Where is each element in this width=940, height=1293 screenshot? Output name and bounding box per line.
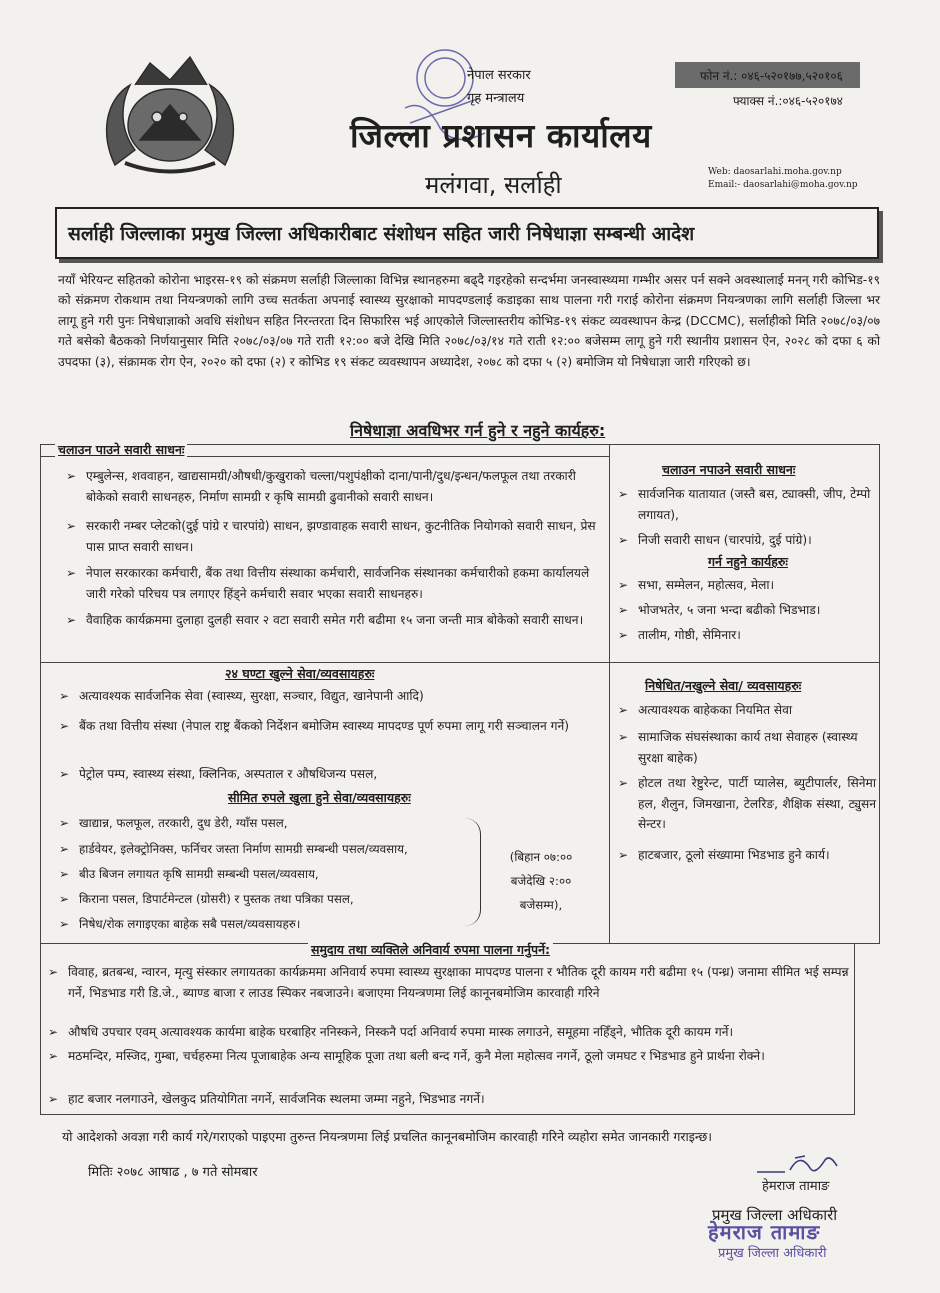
list-item: ➢ एम्बुलेन्स, शववाहन, खाद्यसामग्री/औषधी/कुखुराको चल्ला/पशुपंक्षीको दाना/पानी/दुध/इन्धन/फलफूल तथा तरकारी बोकेको सवारी साधनहरु, निर्माण सामग्री र कृषि सामग्री ढुवानीको सवारी साधन। [62,466,607,507]
arrow-icon: ➢ [59,892,70,906]
ministry-name: गृह मन्त्रालय [467,91,525,106]
signature-stamp-title: प्रमुख जिल्ला अधिकारी [718,1246,827,1261]
fax-number: फ्याक्स नं.:०४६-५२०१७४ [733,94,843,108]
banned-vehicles-title: चलाउन नपाउने सवारी साधनः [662,462,796,477]
arrow-icon: ➢ [618,628,629,642]
warning-notice: यो आदेशको अवज्ञा गरी कार्य गरे/गराएको पाइएमा तुरुन्त नियन्त्रणमा लिई प्रचलित कानूनबमोजिम कारवाही गरिने व्यहोरा समेत जानकारी गराइन्छ। [62,1129,712,1144]
list-item: ➢ बीउ बिजन लगायत कृषि सामग्री सम्बन्धी पसल/व्यवसाय, [55,864,319,884]
list-item: ➢ सार्वजनिक यातायात (जस्तै बस, ट्याक्सी, जीप, टेम्पो लगायत), [614,484,876,525]
allowed-vehicles-title: चलाउन पाउने सवारी साधनः [55,441,187,458]
arrow-icon: ➢ [59,719,70,733]
list-item: ➢ तालीम, गोष्ठी, सेमिनार। [614,625,876,646]
arrow-icon: ➢ [618,776,629,790]
arrow-icon: ➢ [66,613,77,627]
arrow-icon: ➢ [618,730,629,744]
arrow-icon: ➢ [618,603,629,617]
community-rules-title: समुदाय तथा व्यक्तिले अनिवार्य रुपमा पालना गर्नुपर्ने: [308,941,553,958]
office-name: जिल्ला प्रशासन कार्यालय [350,116,652,155]
section-heading: निषेधाज्ञा अवधिभर गर्न हुने र नहुने कार्यहरु: [350,421,606,440]
limited-open-title: सीमित रुपले खुला हुने सेवा/व्यवसायहरुः [228,790,411,805]
list-item: ➢ हार्डवेयर, इलेक्ट्रोनिक्स, फर्निचर जस्ता निर्माण सामग्री सम्बन्धी पसल/व्यवसाय, [55,839,408,859]
list-item: ➢ विवाह, ब्रतबन्ध, न्वारन, मृत्यु संस्कार लगायतका कार्यक्रममा अनिवार्य रुपमा स्वास्थ्य सुरक्षाका मापदण्ड पालना र भौतिक दूरी कायम गरी बढीमा १५ (पन्ध्र) जनामा सीमित भई सम्पन्न गर्ने, भिडभाड गरी डि.जे., ब्याण्ड बाजा र लाउड स्पिकर नबजाउने। बजाएमा नियन्त्रणमा लिई कानूनबमोजिम कारवाही गरिने [44,962,852,1003]
document-title: सर्लाही जिल्लाका प्रमुख जिल्ला अधिकारीबाट संशोधन सहित जारी निषेधाज्ञा सम्बन्धी आदेश [68,223,695,245]
arrow-icon: ➢ [48,965,59,979]
open-24h-title: २४ घण्टा खुल्ने सेवा/व्यवसायहरुः [225,666,375,681]
list-item: ➢ सरकारी नम्बर प्लेटको(दुई पांग्रे र चारपांग्रे) साधन, झण्डावाहक सवारी साधन, कुटनीतिक नियोगको सवारी साधन, प्रेस पास प्राप्त सवारी साधन। [62,516,607,557]
signature-stamp-name: हेमराज तामाङ [708,1220,821,1244]
list-item: ➢ भोजभतेर, ५ जना भन्दा बढीको भिडभाड। [614,600,876,621]
list-item: ➢ होटल तथा रेष्टुरेन्ट, पार्टी प्यालेस, ब्युटीपार्लर, सिनेमा हल, शैलुन, जिमखाना, टेलरिङ, शैक्षिक संस्था, ट्युसन सेन्टर। [614,773,876,835]
curly-brace [462,818,481,926]
signature-scribble [755,1150,850,1178]
list-item: ➢ खाद्यान्न, फलफूल, तरकारी, दुध डेरी, ग्याँस पसल, [55,813,287,833]
list-item: ➢ वैवाहिक कार्यक्रममा दुलाहा दुलही सवार २ वटा सवारी समेत गरी बढीमा १५ जना जन्ती मात्र बोकेको सवारी साधन। [62,610,607,631]
list-item: ➢ औषधि उपचार एवम् अत्यावश्यक कार्यमा बाहेक घरबाहिर ननिस्कने, निस्कनै पर्दा अनिवार्य रुपमा मास्क लगाउने, समूहमा नहिँड्ने, भौतिक दूरी कायम गर्ने। [44,1022,852,1043]
arrow-icon: ➢ [59,917,70,931]
arrow-icon: ➢ [59,842,70,856]
issue-date: मितिः २०७८ आषाढ , ७ गते सोमबार [88,1165,258,1180]
list-item: ➢ अत्यावश्यक सार्वजनिक सेवा (स्वास्थ्य, सुरक्षा, सञ्चार, विद्युत, खानेपानी आदि) [55,686,607,707]
arrow-icon: ➢ [66,566,77,580]
nepal-emblem-icon [95,45,245,185]
list-item: ➢ हाटबजार, ठूलो संख्यामा भिडभाड हुने कार्य। [614,845,876,866]
arrow-icon: ➢ [59,767,70,781]
arrow-icon: ➢ [59,689,70,703]
arrow-icon: ➢ [618,848,629,862]
limited-hours: (बिहान ०७:०० बजेदेखि २:०० बजेसम्म), [509,850,573,912]
phone-number: फोन नं.: ०४६-५२०१७७,५२०१०६ [700,69,843,83]
arrow-icon: ➢ [618,578,629,592]
arrow-icon: ➢ [66,519,77,533]
table-divider-horizontal [40,662,880,663]
list-item: ➢ बैंक तथा वित्तीय संस्था (नेपाल राष्ट्र बैंकको निर्देशन बमोजिम स्वास्थ्य मापदण्ड पूर्ण रुपमा लागू गरी सञ्चालन गर्ने) [55,716,607,737]
table-divider-vertical [609,444,610,944]
list-item: ➢ पेट्रोल पम्प, स्वास्थ्य संस्था, क्लिनिक, अस्पताल र औषधिजन्य पसल, [55,764,607,785]
list-item: ➢ निजी सवारी साधन (चारपांग्रे, दुई पांग्रे)। [614,530,876,551]
list-item: ➢ सामाजिक संघसंस्थाका कार्य तथा सेवाहरु (स्वास्थ्य सुरक्षा बाहेक) [614,727,876,768]
website: Web: daosarlahi.moha.gov.np [708,167,842,177]
list-item: ➢ मठमन्दिर, मस्जिद, गुम्बा, चर्चहरुमा नित्य पूजाबाहेक अन्य सामूहिक पूजा तथा बली बन्द गर्ने, कुनै मेला महोत्सव नगर्ने, ठूलो जमघट र भिडभाड हुने प्रार्थना रोक्ने। [44,1046,852,1067]
arrow-icon: ➢ [618,487,629,501]
list-item: ➢ अत्यावश्यक बाहेकका नियमित सेवा [614,700,876,721]
arrow-icon: ➢ [618,703,629,717]
intro-paragraph: नयाँ भेरियन्ट सहितको कोरोना भाइरस-१९ को संक्रमण सर्लाही जिल्लाका विभिन्न स्थानहरुमा बढ्दै गइरहेको सन्दर्भमा जनस्वास्थ्यमा गम्भीर असर पर्न सक्ने अवस्थालाई मनन् गरी कोभिड-१९ को संक्रमण रोकथाम तथा नियन्त्रणको लागि उच्च सतर्कता अपनाई स्वास्थ्य सुरक्षाको मापदण्डलाई कडाइका साथ पालना गरी गराई कोरोना संक्रमण नियन्त्रणका लागि सर्लाही जिल्ला भर लागू हुने गरी पुनः निषेधाज्ञाको अवधि संशोधन सहित निरन्तरता दिन सिफारिस भई आएकोले जिल्लास्तरीय कोभिड-१९ संकट व्यवस्थापन केन्द्र (DCCMC), सर्लाहीको मिति २०७८/०३/०७ गते बसेको बैठकको निर्णयानुसार मिति २०७८/०३/०७ गते राती १२:०० बजे देखि मिति २०७८/०३/१४ गते राती १२:०० बजेसम्म लागू हुने गरी स्थानीय प्रशासन ऐन, २०२८ को दफा ६ को उपदफा (३), संक्रामक रोग ऐन, २०२० को दफा (२) र कोभिड १९ संकट व्यवस्थापन अध्यादेश, २०७८ को दफा ५ (२) बमोजिम यो निषेधाज्ञा जारी गरिएको छ। [58,273,880,369]
email: Email:- daosarlahi@moha.gov.np [708,180,858,190]
office-place: मलंगवा, सर्लाही [425,171,562,199]
list-item: ➢ हाट बजार नलगाउने, खेलकुद प्रतियोगिता नगर्ने, सार्वजनिक स्थलमा जम्मा नहुने, भिडभाड नगर्ने। [44,1089,852,1110]
signatory-name: हेमराज तामाङ [762,1179,830,1194]
list-item: ➢ निषेध/रोक लगाइएका बाहेक सबै पसल/व्यवसायहरु। [55,914,300,934]
govt-name: नेपाल सरकार [467,68,531,83]
arrow-icon: ➢ [48,1092,59,1106]
arrow-icon: ➢ [66,469,77,483]
closed-services-title: निषेधित/नखुल्ने सेवा/ व्यवसायहरुः [645,678,802,693]
not-to-do-title: गर्न नहुने कार्यहरुः [708,554,788,569]
arrow-icon: ➢ [618,533,629,547]
arrow-icon: ➢ [48,1049,59,1063]
arrow-icon: ➢ [48,1025,59,1039]
arrow-icon: ➢ [59,816,70,830]
arrow-icon: ➢ [59,867,70,881]
signatory-title: प्रमुख जिल्ला अधिकारी [712,1206,838,1224]
list-item: ➢ किराना पसल, डिपार्टमेन्टल (ग्रोसरी) र पुस्तक तथा पत्रिका पसल, [55,889,354,909]
list-item: ➢ नेपाल सरकारका कर्मचारी, बैंक तथा वित्तीय संस्थाका कर्मचारी, सार्वजनिक संस्थानका कर्मचारीको हकमा कार्यालयले जारी गरेको परिचय पत्र लगाएर हिंड्ने कर्मचारी सवार भएका सवारी साधनहरु। [62,563,607,604]
list-item: ➢ सभा, सम्मेलन, महोत्सव, मेला। [614,575,876,596]
